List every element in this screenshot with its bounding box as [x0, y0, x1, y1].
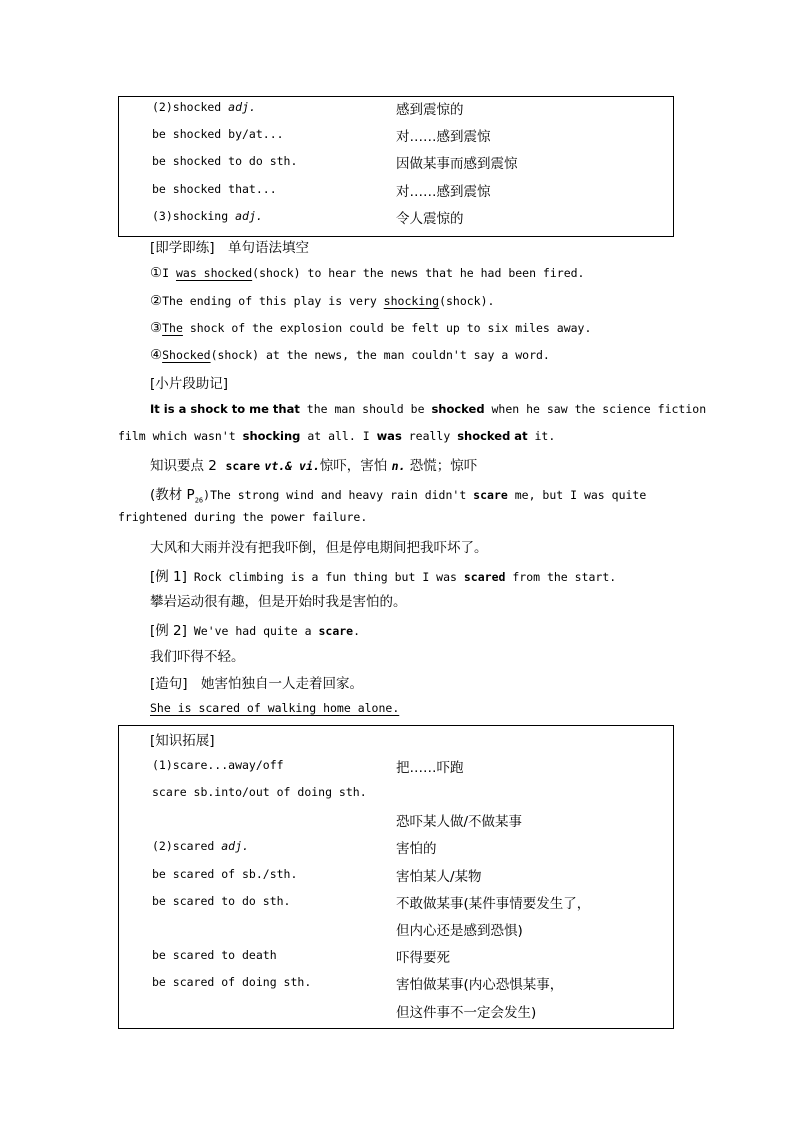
textbook-line: frightened during the power failure. [118, 510, 368, 524]
row-zh: 令人震惊的 [396, 211, 464, 227]
example-line: [例 2] We've had quite a scare. [150, 623, 361, 639]
row-en: be shocked that... [152, 182, 277, 196]
practice-heading: [即学即练] 单句语法填空 [150, 240, 310, 256]
practice-item: ④Shocked(shock) at the news, the man couldn't say a word. [150, 347, 550, 363]
row-en: (2)shocked adj. [152, 100, 256, 114]
memory-line: film which wasn't shocking at all. I was really shocked at it. [118, 429, 556, 443]
row-en: be scared of sb./sth. [152, 867, 298, 881]
row-en: (3)shocking adj. [152, 209, 263, 223]
row-en: be shocked to do sth. [152, 154, 298, 168]
practice-item: ③The shock of the explosion could be felt up to six miles away. [150, 320, 592, 336]
practice-answer: The [162, 321, 183, 335]
row-zh: 因做某事而感到震惊 [396, 156, 518, 172]
row-zh: 感到震惊的 [396, 102, 464, 118]
example-translation: 攀岩运动很有趣，但是开始时我是害怕的。 [150, 594, 407, 610]
practice-item: ①I was shocked(shock) to hear the news that he had been fired. [150, 265, 585, 281]
row-zh: 恐吓某人做/不做某事 [396, 814, 523, 830]
example-translation: 我们吓得不轻。 [150, 649, 245, 665]
row-zh: 把……吓跑 [396, 760, 464, 776]
row-zh: 害怕的 [396, 841, 437, 857]
row-en: be shocked by/at... [152, 127, 284, 141]
row-en: (2)scared adj. [152, 839, 249, 853]
textbook-translation: 大风和大雨并没有把我吓倒，但是停电期间把我吓坏了。 [150, 540, 488, 556]
row-zh: 但内心还是感到恐惧) [396, 923, 523, 939]
row-en: be scared to death [152, 948, 277, 962]
row-zh: 害怕某人/某物 [396, 869, 482, 885]
row-zh: 害怕做某事(内心恐惧某事， [396, 977, 564, 993]
practice-answer: was shocked [175, 266, 253, 280]
row-zh: 但这件事不一定会发生) [396, 1005, 537, 1021]
practice-item: ②The ending of this play is very shocking(shock). [150, 293, 495, 309]
extension-heading: [知识拓展] [150, 733, 215, 749]
row-zh: 吓得要死 [396, 950, 450, 966]
example-line: [例 1] Rock climbing is a fun thing but I was scared from the start. [150, 569, 617, 585]
textbook-line: (教材 $P_{26})The$ strong wind and heavy rain didn't scare me, but I was quite [150, 487, 647, 505]
row-en: scare sb.into/out of doing sth. [152, 785, 367, 799]
row-en: be scared to do sth. [152, 894, 291, 908]
memory-line: It is a shock to me that the man should be shocked when he saw the science fiction [150, 402, 707, 416]
row-zh: 对……感到震惊 [396, 129, 491, 145]
point-heading: 知识要点 2 scare vt.& vi.惊吓，害怕 n. 恐慌；惊吓 [150, 458, 478, 474]
build-sentence-answer: She is scared of walking home alone. [150, 701, 400, 715]
row-zh: 对……感到震惊 [396, 184, 491, 200]
row-en: (1)scare...away/off [152, 758, 284, 772]
memory-heading: [小片段助记] [150, 376, 229, 392]
row-zh: 不敢做某事(某件事情要发生了， [396, 896, 591, 912]
row-en: be scared of doing sth. [152, 975, 312, 989]
practice-answer: Shocked [162, 348, 211, 362]
practice-answer: shocking [383, 294, 440, 308]
build-sentence-label: [造句] 她害怕独自一人走着回家。 [150, 676, 364, 692]
